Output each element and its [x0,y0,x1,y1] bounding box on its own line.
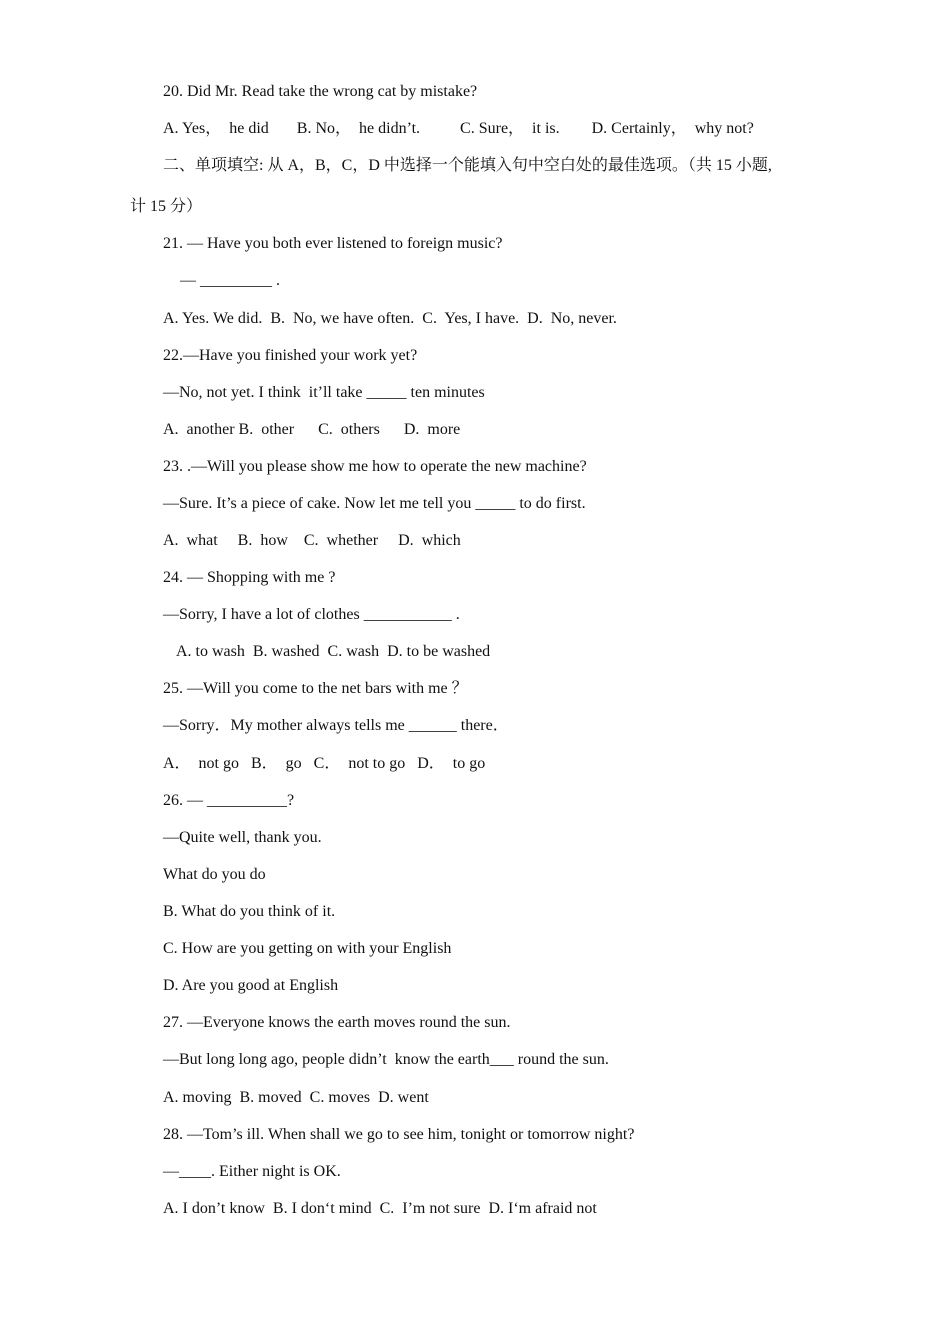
question-25: 25. —Will you come to the net bars with me ？ [163,680,468,697]
question-26-option-b: B. What do you think of it. [163,903,336,920]
question-24-options: A. to wash B. washed C. wash D. to be washed [176,643,491,660]
question-22-options: A. another B. other C. others D. more [163,421,461,438]
question-23: 23. .—Will you please show me how to operate the new machine? [163,458,587,475]
question-20: 20. Did Mr. Read take the wrong cat by mistake? [163,83,478,100]
question-26-option-d: D. Are you good at English [163,977,339,994]
question-23-options: A. what B. how C. whether D. which [163,532,461,549]
section-2-heading-cont: 计 15 分） [130,198,203,215]
question-25-reply: —Sorry．My mother always tells me ______ there． [163,717,509,734]
question-26-reply: —Quite well, thank you. [163,829,322,846]
section-2-heading: 二、单项填空: 从 A，B，C，D 中选择一个能填入句中空白处的最佳选项。（共 15 小题, [163,157,772,174]
question-27-reply: —But long long ago, people didn’t know the earth___ round the sun. [163,1051,609,1068]
question-27-options: A. moving B. moved C. moves D. went [163,1089,429,1106]
question-28: 28. —Tom’s ill. When shall we go to see him, tonight or tomorrow night? [163,1126,635,1143]
question-21-answer-blank: — _________ . [180,272,280,289]
question-22-reply: —No, not yet. I think it’ll take _____ ten minutes [163,384,485,401]
question-24-reply: —Sorry, I have a lot of clothes ___________ . [163,606,460,623]
question-27: 27. —Everyone knows the earth moves round the sun. [163,1014,511,1031]
question-25-options: A． not go B． go C． not to go D． to go [163,755,486,772]
question-26: 26. — __________? [163,792,295,809]
question-28-reply: —____. Either night is OK. [163,1163,341,1180]
question-21: 21. — Have you both ever listened to foreign music? [163,235,503,252]
question-22: 22.—Have you finished your work yet? [163,347,418,364]
question-20-options: A. Yes， he did B. No， he didn’t. C. Sure， it is. D. Certainly， why not? [163,120,754,137]
question-26-option-c: C. How are you getting on with your English [163,940,452,957]
question-26-option-a: What do you do [163,866,266,883]
question-28-options: A. I don’t know B. I don‘t mind C. I’m not sure D. I‘m afraid not [163,1200,597,1217]
question-23-reply: —Sure. It’s a piece of cake. Now let me tell you _____ to do first. [163,495,586,512]
question-24: 24. — Shopping with me ? [163,569,336,586]
question-21-options: A. Yes. We did. B. No, we have often. C. Yes, I have. D. No, never. [163,310,617,327]
